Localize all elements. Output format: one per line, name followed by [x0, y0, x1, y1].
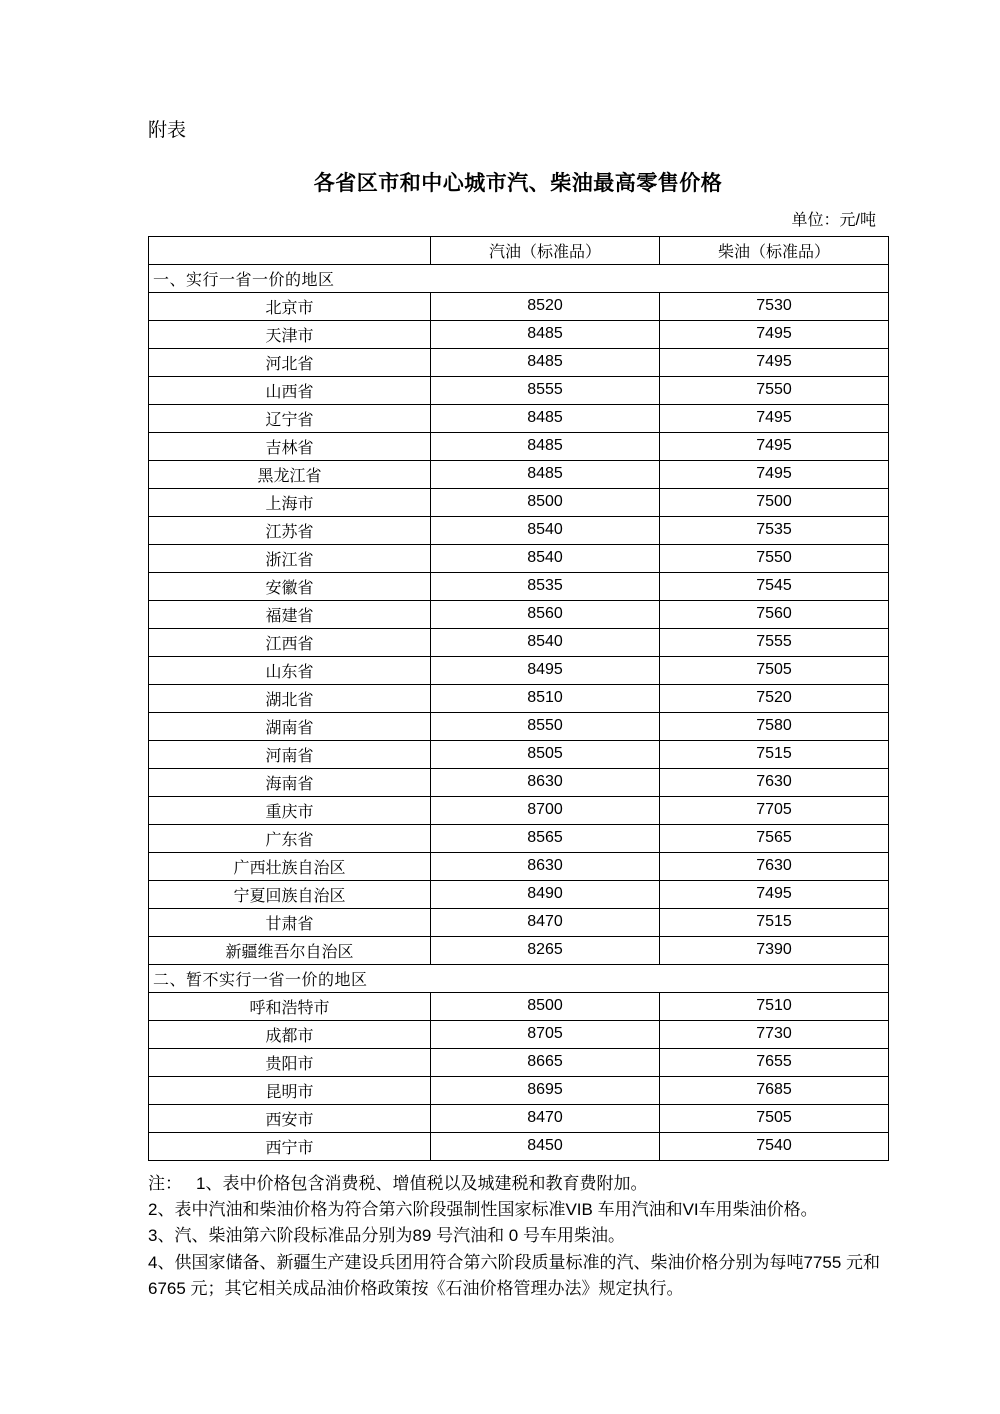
table-row	[149, 348, 889, 376]
table-row	[149, 1132, 889, 1160]
region-name: 海南省	[149, 768, 431, 796]
diesel-price: 7535	[660, 516, 889, 544]
diesel-price: 7550	[660, 376, 889, 404]
gasoline-price: 8565	[431, 824, 660, 852]
region-name: 江西省	[149, 628, 431, 656]
diesel-price: 7505	[660, 656, 889, 684]
diesel-price: 7520	[660, 684, 889, 712]
diesel-price: 7555	[660, 628, 889, 656]
gasoline-price: 8505	[431, 740, 660, 768]
table-row	[149, 320, 889, 348]
region-name: 辽宁省	[149, 404, 431, 432]
table-row	[149, 1076, 889, 1104]
region-name: 天津市	[149, 320, 431, 348]
gasoline-price: 8665	[431, 1048, 660, 1076]
section-label-one: 一、实行一省一价的地区	[149, 264, 889, 292]
region-name: 吉林省	[149, 432, 431, 460]
region-name: 黑龙江省	[149, 460, 431, 488]
gasoline-price: 8470	[431, 908, 660, 936]
region-name: 江苏省	[149, 516, 431, 544]
region-name: 山东省	[149, 656, 431, 684]
table-row	[149, 516, 889, 544]
diesel-price: 7505	[660, 1104, 889, 1132]
region-name: 呼和浩特市	[149, 992, 431, 1020]
gasoline-price: 8695	[431, 1076, 660, 1104]
gasoline-price: 8700	[431, 796, 660, 824]
region-name: 福建省	[149, 600, 431, 628]
note-item-3: 3、汽、柴油第六阶段标准品分别为89 号汽油和 0 号车用柴油。	[148, 1226, 625, 1246]
table-row	[149, 1020, 889, 1048]
table-row	[149, 880, 889, 908]
diesel-price: 7545	[660, 572, 889, 600]
diesel-price: 7495	[660, 404, 889, 432]
section-header-row	[149, 264, 889, 292]
price-table	[148, 236, 889, 1161]
attachment-label: 附表	[148, 120, 187, 141]
diesel-price: 7550	[660, 544, 889, 572]
diesel-price: 7655	[660, 1048, 889, 1076]
gasoline-price: 8485	[431, 404, 660, 432]
section-header-row	[149, 964, 889, 992]
table-row	[149, 992, 889, 1020]
region-name: 湖南省	[149, 712, 431, 740]
table-header-row	[149, 236, 889, 264]
gasoline-price: 8485	[431, 348, 660, 376]
gasoline-price: 8470	[431, 1104, 660, 1132]
region-name: 昆明市	[149, 1076, 431, 1104]
unit-note: 单位：元/吨	[791, 211, 876, 229]
region-name: 广东省	[149, 824, 431, 852]
note-item-1: 1、表中价格包含消费税、增值税以及城建税和教育费附加。	[196, 1173, 648, 1193]
diesel-price: 7565	[660, 824, 889, 852]
table-row	[149, 656, 889, 684]
gasoline-price: 8630	[431, 768, 660, 796]
table-row	[149, 376, 889, 404]
gasoline-price: 8630	[431, 852, 660, 880]
gasoline-price: 8265	[431, 936, 660, 964]
table-row	[149, 684, 889, 712]
gasoline-price: 8540	[431, 516, 660, 544]
diesel-price: 7495	[660, 432, 889, 460]
region-name: 山西省	[149, 376, 431, 404]
table-row	[149, 936, 889, 964]
table-row	[149, 908, 889, 936]
gasoline-price: 8485	[431, 320, 660, 348]
table-row	[149, 740, 889, 768]
table-row	[149, 712, 889, 740]
diesel-price: 7630	[660, 852, 889, 880]
diesel-price: 7495	[660, 320, 889, 348]
region-name: 西宁市	[149, 1132, 431, 1160]
section-label-two: 二、暂不实行一省一价的地区	[149, 964, 889, 992]
diesel-price: 7540	[660, 1132, 889, 1160]
diesel-price: 7685	[660, 1076, 889, 1104]
diesel-price: 7560	[660, 600, 889, 628]
table-row	[149, 600, 889, 628]
region-name: 河北省	[149, 348, 431, 376]
region-name: 安徽省	[149, 572, 431, 600]
gasoline-price: 8510	[431, 684, 660, 712]
region-name: 宁夏回族自治区	[149, 880, 431, 908]
region-name: 湖北省	[149, 684, 431, 712]
gasoline-price: 8490	[431, 880, 660, 908]
gasoline-price: 8485	[431, 432, 660, 460]
region-name: 广西壮族自治区	[149, 852, 431, 880]
header-cell-gasoline: 汽油（标准品）	[431, 236, 660, 264]
diesel-price: 7730	[660, 1020, 889, 1048]
table-row	[149, 460, 889, 488]
region-name: 新疆维吾尔自治区	[149, 936, 431, 964]
table-row	[149, 404, 889, 432]
gasoline-price: 8540	[431, 544, 660, 572]
diesel-price: 7510	[660, 992, 889, 1020]
region-name: 甘肃省	[149, 908, 431, 936]
gasoline-price: 8450	[431, 1132, 660, 1160]
table-row	[149, 1104, 889, 1132]
diesel-price: 7495	[660, 880, 889, 908]
diesel-price: 7580	[660, 712, 889, 740]
table-row	[149, 1048, 889, 1076]
header-cell-blank	[149, 236, 431, 264]
diesel-price: 7500	[660, 488, 889, 516]
region-name: 西安市	[149, 1104, 431, 1132]
gasoline-price: 8500	[431, 992, 660, 1020]
region-name: 北京市	[149, 292, 431, 320]
diesel-price: 7705	[660, 796, 889, 824]
gasoline-price: 8485	[431, 460, 660, 488]
gasoline-price: 8535	[431, 572, 660, 600]
region-name: 河南省	[149, 740, 431, 768]
diesel-price: 7495	[660, 348, 889, 376]
table-row	[149, 572, 889, 600]
diesel-price: 7515	[660, 740, 889, 768]
table-row	[149, 768, 889, 796]
header-cell-diesel: 柴油（标准品）	[660, 236, 889, 264]
notes-block	[148, 1171, 900, 1303]
table-row	[149, 824, 889, 852]
gasoline-price: 8540	[431, 628, 660, 656]
gasoline-price: 8555	[431, 376, 660, 404]
notes-label: 注：	[148, 1173, 182, 1193]
diesel-price: 7630	[660, 768, 889, 796]
gasoline-price: 8520	[431, 292, 660, 320]
gasoline-price: 8495	[431, 656, 660, 684]
diesel-price: 7515	[660, 908, 889, 936]
note-item-2: 2、表中汽油和柴油价格为符合第六阶段强制性国家标准VIB 车用汽油和VI车用柴油价格。	[148, 1199, 818, 1219]
diesel-price: 7495	[660, 460, 889, 488]
gasoline-price: 8705	[431, 1020, 660, 1048]
note-row-1	[148, 1171, 900, 1197]
page-title: 各省区市和中心城市汽、柴油最高零售价格	[313, 171, 723, 195]
region-name: 重庆市	[149, 796, 431, 824]
table-row	[149, 488, 889, 516]
table-row	[149, 544, 889, 572]
region-name: 浙江省	[149, 544, 431, 572]
diesel-price: 7390	[660, 936, 889, 964]
region-name: 贵阳市	[149, 1048, 431, 1076]
diesel-price: 7530	[660, 292, 889, 320]
table-row	[149, 628, 889, 656]
gasoline-price: 8560	[431, 600, 660, 628]
table-row	[149, 796, 889, 824]
gasoline-price: 8550	[431, 712, 660, 740]
table-row	[149, 292, 889, 320]
table-row	[149, 852, 889, 880]
region-name: 成都市	[149, 1020, 431, 1048]
note-item-4: 4、供国家储备、新疆生产建设兵团用符合第六阶段质量标准的汽、柴油价格分别为每吨7755 元和 6765 元；其它相关成品油价格政策按《石油价格管理办法》规定执行。	[148, 1252, 880, 1298]
gasoline-price: 8500	[431, 488, 660, 516]
region-name: 上海市	[149, 488, 431, 516]
table-row	[149, 432, 889, 460]
